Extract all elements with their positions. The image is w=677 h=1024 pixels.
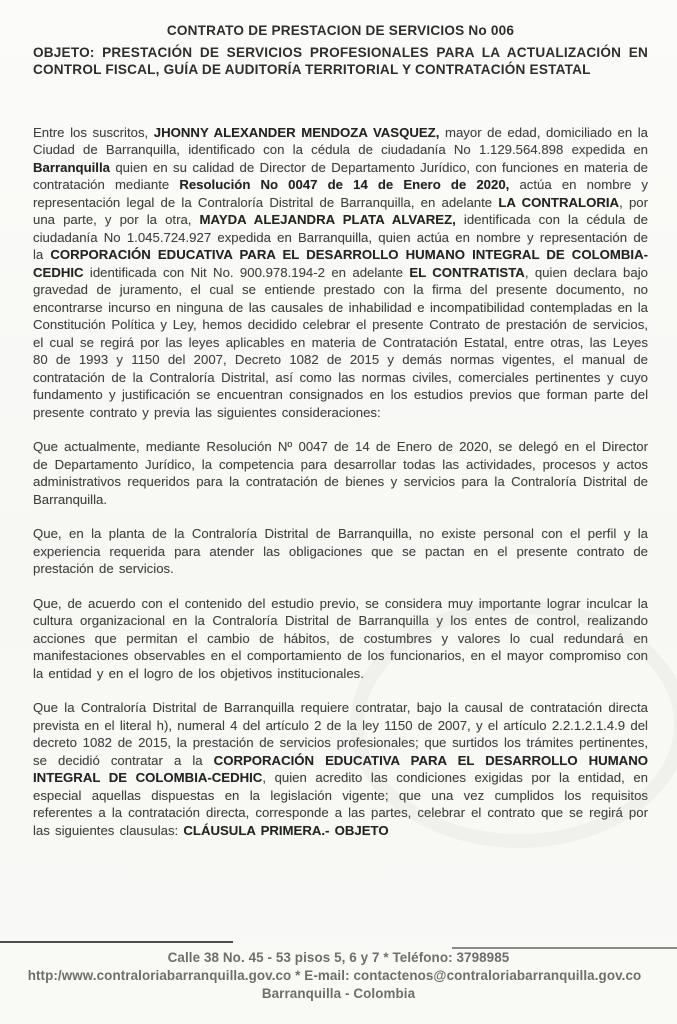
- paragraph: Que, en la planta de la Contraloría Distrital de Barranquilla, no existe personal con el perfil y la experiencia requerida para atender las obligaciones que se pactan en el presente contrato de prestación de servicios.: [33, 526, 648, 577]
- paragraph: Entre los suscritos, JHONNY ALEXANDER MENDOZA VASQUEZ, mayor de edad, domiciliado en la Ciudad de Barranquilla, identificado con la cédula de ciudadanía No 1.129.564.898 expedida en Barranquilla quien en su calidad de Director de Departamento Jurídico, con funciones en materia de contratación mediante Resolución No 0047 de 14 de Enero de 2020, actúa en nombre y representación legal de la Contraloría Distrital de Barranquilla, en adelante LA CONTRALORIA, por una parte, y por la otra, MAYDA ALEJANDRA PLATA ALVAREZ, identificada con la cédula de ciudadanía No 1.045.724.927 expedida en Barranquilla, quien actúa en nombre y representación de la CORPORACIÓN EDUCATIVA PARA EL DESARROLLO HUMANO INTEGRAL DE COLOMBIA-CEDHIC identificada con Nit No. 900.978.194-2 en adelante EL CONTRATISTA, quien declara bajo gravedad de juramento, el cual se entiende prestado con la firma del presente documento, no encontrarse incurso en ninguna de las causales de inhabilidad e incompatibilidad contempladas en la Constitución Política y Ley, hemos decidido celebrar el presente Contrato de prestación de servicios, el cual se regirá por las leyes aplicables en materia de Contratación Estatal, entre otras, las Leyes 80 de 1993 y 1150 del 2007, Decreto 1082 de 2015 y demás normas vigentes, el manual de contratación de la Contraloría Distrital, así como las normas civiles, comerciales pertinentes y cuyo fundamento y justificación se encuentran consignados en los estudios previos que forman parte del presente contrato y previa las siguientes consideraciones:: [33, 124, 649, 420]
- paragraph: Que, de acuerdo con el contenido del estudio previo, se considera muy importante lograr inculcar la cultura organizacional en la Contraloría Distrital de Barranquilla y los entes de control, realizando acciones que permitan el cambio de hábitos, de costumbres y valores lo cual redundará en manifestaciones observables en el comportamiento de los funcionarios, en el mayor compromiso con la entidad y en el logro de los objetivos institucionales.: [33, 595, 648, 681]
- document-subject: OBJETO: PRESTACIÓN DE SERVICIOS PROFESIONALES PARA LA ACTUALIZACIÓN EN CONTROL FISCAL, GUÍA DE AUDITORÍA TERRITORIAL Y CONTRATACIÓN ESTATAL: [33, 45, 648, 78]
- footer-website: http:/www.contraloriabarranquilla.gov.co * E-mail: contactenos@contraloriabarranquilla.gov.co: [27, 968, 642, 983]
- document-title: CONTRATO DE PRESTACION DE SERVICIOS No 006: [166, 23, 515, 38]
- document-footer: [0, 949, 677, 1003]
- document-content: [33, 22, 648, 856]
- document-body: [33, 124, 648, 840]
- footer-address: Calle 38 No. 45 - 53 pisos 5, 6 y 7 * Teléfono: 3798985: [167, 950, 510, 965]
- paragraph: Que actualmente, mediante Resolución Nº 0047 de 14 de Enero de 2020, se delegó en el Director de Departamento Jurídico, la competencia para desarrollar todas las actividades, procesos y actos administrativos requeridos para la contratación de bienes y servicios para la Contraloría Distrital de Barranquilla.: [33, 439, 648, 507]
- footer-city: Barranquilla - Colombia: [261, 986, 416, 1001]
- paragraph: Que la Contraloría Distrital de Barranquilla requiere contratar, bajo la causal de contratación directa prevista en el literal h), numeral 4 del artículo 2 de la ley 1150 de 2007, y el artículo 2.2.1.2.1.4.9 del decreto 1082 de 2015, la prestación de servicios profesionales; que surtidos los trámites pertinentes, se decidió contratar a la CORPORACIÓN EDUCATIVA PARA EL DESARROLLO HUMANO INTEGRAL DE COLOMBIA-CEDHIC, quien acredito las condiciones exigidas por la entidad, en especial aquellas dispuestas en la legislación vigente; que una vez cumplidos los requisitos referentes a la contratación directa, corresponde a las partes, celebrar el contrato que se regirá por las siguientes clausulas: CLÁUSULA PRIMERA.- OBJETO: [33, 700, 649, 838]
- footer-divider-left: [0, 941, 233, 943]
